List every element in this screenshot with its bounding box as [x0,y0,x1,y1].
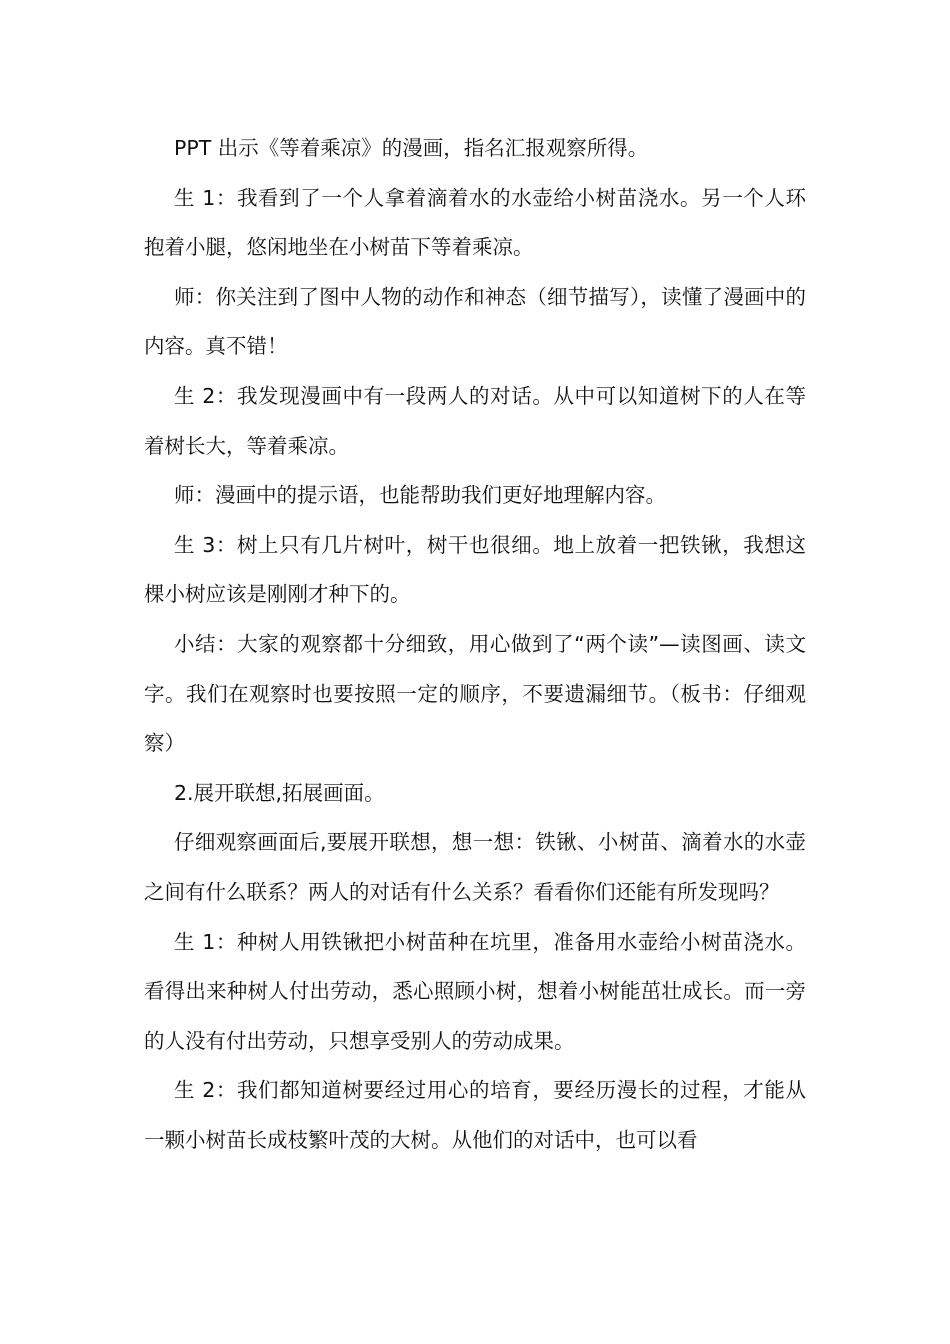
paragraph-student-2-association: 生 2：我们都知道树要经过用心的培育，要经历漫长的过程，才能从一颗小树苗长成枝繁叶茂的大树。从他们的对话中，也可以看 [144,1078,806,1152]
paragraph-summary: 小结：大家的观察都十分细致，用心做到了“两个读”—读图画、读文字。我们在观察时也要按照一定的顺序，不要遗漏细节。（板书：仔细观察） [144,631,806,756]
paragraph-teacher-comment-2: 师：漫画中的提示语，也能帮助我们更好地理解内容。 [174,483,666,508]
paragraph-student-1-association: 生 1：种树人用铁锹把小树苗种在坑里，准备用水壶给小树苗浇水。看得出来种树人付出劳动，悉心照顾小树，想着小树能茁壮成长。而一旁的人没有付出劳动，只想享受别人的劳动成果。 [144,929,806,1053]
paragraph-ppt-intro: PPT 出示《等着乘凉》的漫画，指名汇报观察所得。 [174,136,649,160]
document-body [144,124,806,1165]
paragraph-teacher-comment-1: 师：你关注到了图中人物的动作和神态（细节描写），读懂了漫画中的内容。真不错！ [144,284,806,359]
section-heading-association: 2.展开联想,拓展画面。 [174,780,385,805]
paragraph-association-prompt: 仔细观察画面后,要展开联想，想一想：铁锹、小树苗、滴着水的水壶之间有什么联系？两人的对话有什么关系？看看你们还能有所发现吗？ [144,830,806,904]
paragraph-student-2-observation: 生 2：我发现漫画中有一段两人的对话。从中可以知道树下的人在等着树长大，等着乘凉。 [144,383,806,458]
paragraph-student-3-observation: 生 3：树上只有几片树叶，树干也很细。地上放着一把铁锹，我想这棵小树应该是刚刚才种下的。 [144,532,806,607]
paragraph-student-1-observation: 生 1：我看到了一个人拿着滴着水的水壶给小树苗浇水。另一个人环抱着小腿，悠闲地坐在小树苗下等着乘凉。 [144,185,806,260]
